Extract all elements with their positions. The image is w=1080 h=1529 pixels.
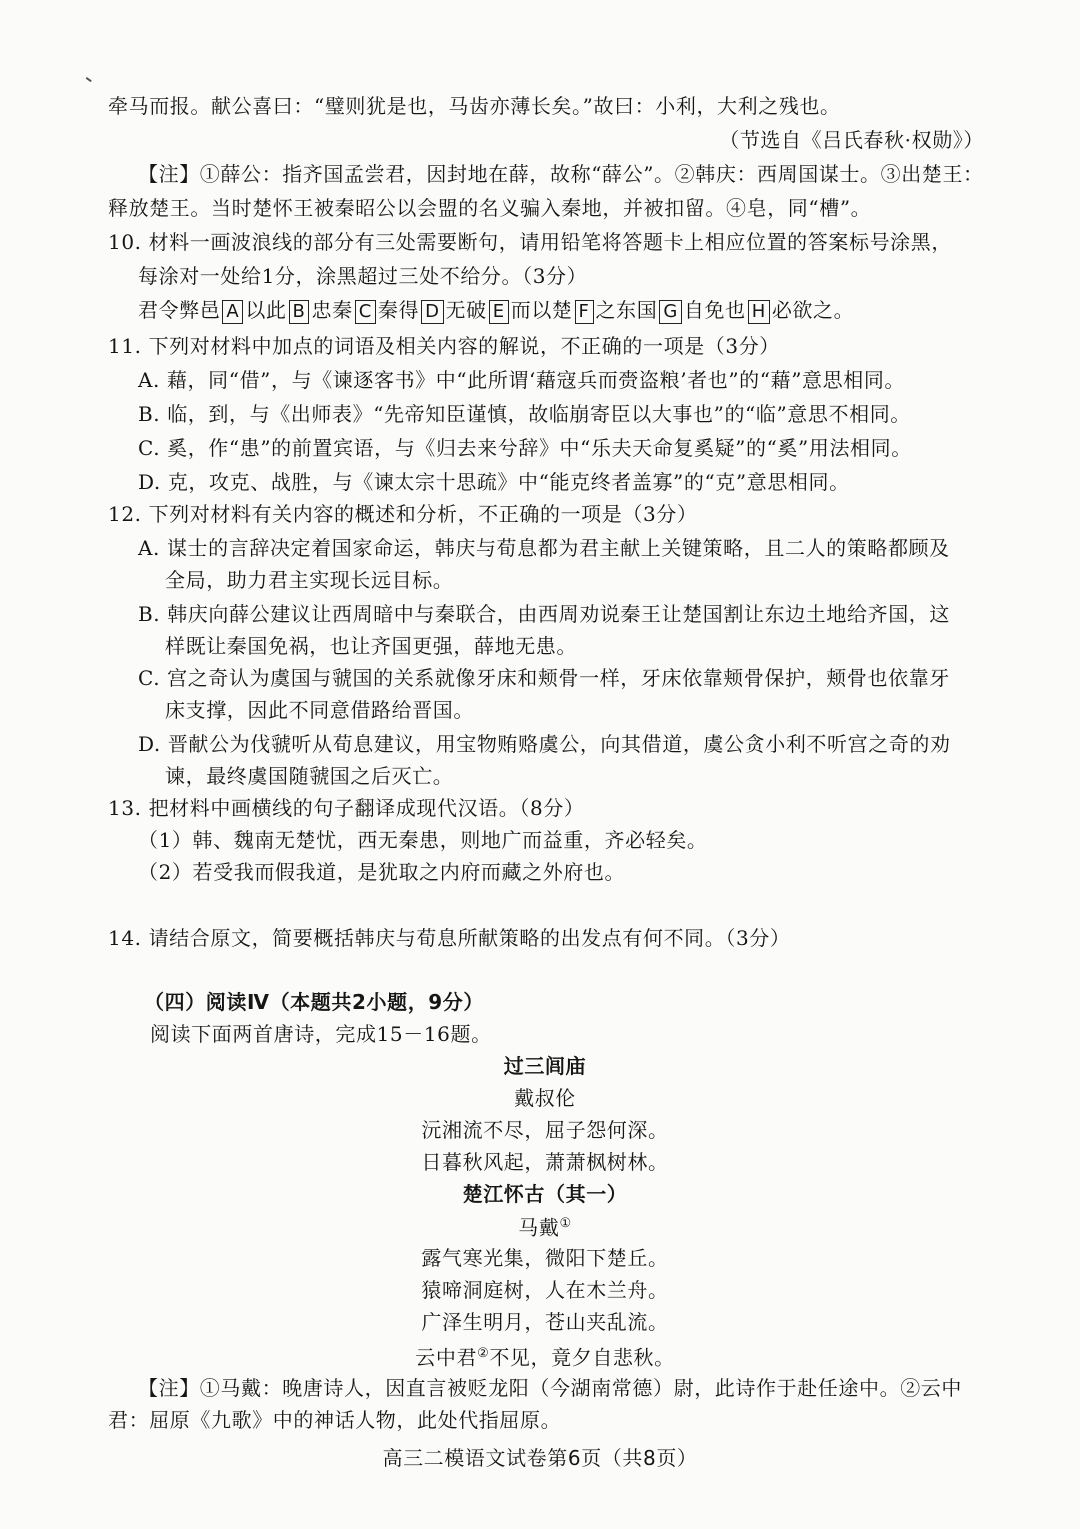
option-c-cont: 床支撑，因此不同意借路给晋国。 (165, 698, 474, 722)
sentence-1: （1）韩、魏南无楚忧，西无秦患，则地广而益重，齐必轻矣。 (138, 828, 708, 852)
poem-line: 广泽生明月，苍山夹乱流。 (421, 1310, 669, 1334)
option-b: B. 韩庆向薛公建议让西周暗中与秦联合，由西周劝说秦王让楚国割让东边土地给齐国，这 (138, 602, 951, 626)
option-a: A. 谋士的言辞决定着国家命运，韩庆与荀息都为君主献上关键策略，且二人的策略都顾及 (138, 536, 950, 560)
poem-line: 日暮秋风起，萧萧枫树林。 (421, 1150, 669, 1174)
poem-1-title: 过三闾庙 (503, 1054, 587, 1078)
note-line: 【注】①马戴：晚唐诗人，因直言被贬龙阳（今湖南常德）尉，此诗作于赴任途中。②云中 (138, 1376, 962, 1400)
footnote-marker: ① (559, 1216, 572, 1231)
question-10-text: 每涂对一处给1分，涂黑超过三处不给分。（3分） (138, 264, 588, 288)
question-12: 12. 下列对材料有关内容的概述和分析，不正确的一项是（3分） (108, 502, 698, 526)
answer-box-e[interactable]: E (489, 300, 509, 324)
author-name: 马戴 (518, 1215, 560, 1240)
answer-box-a[interactable]: A (222, 300, 243, 324)
poem-2-title: 楚江怀古（其一） (462, 1182, 628, 1206)
question-14: 14. 请结合原文，简要概括韩庆与荀息所献策略的出发点有何不同。（3分） (108, 926, 791, 950)
answer-box-d[interactable]: D (421, 300, 443, 324)
segment: 以此 (245, 298, 287, 322)
option-d-cont: 谏，最终虞国随虢国之后灭亡。 (165, 764, 454, 788)
option-a-cont: 全局，助力君主实现长远目标。 (165, 568, 454, 592)
section-heading: （四）阅读Ⅳ（本题共2小题，9分） (144, 990, 485, 1014)
poem-text: 不见，竟夕自悲秋。 (489, 1345, 675, 1370)
option-d: D. 晋献公为伐虢听从荀息建议，用宝物贿赂虞公，向其借道，虞公贪小利不听宫之奇的劝 (138, 732, 951, 756)
option-a: A. 藉，同“借”，与《谏逐客书》中“此所谓‘藉寇兵而赍盗粮’者也”的“藉”意思相同。 (138, 368, 906, 392)
segment: 而以楚 (510, 298, 573, 322)
poem-line: 露气寒光集，微阳下楚丘。 (421, 1246, 669, 1270)
page-footer: 高三二模语文试卷第6页（共8页） (382, 1446, 698, 1470)
question-13: 13. 把材料中画横线的句子翻译成现代汉语。（8分） (108, 796, 585, 820)
footnote-marker: ② (477, 1346, 490, 1361)
segment: 之东国 (595, 298, 658, 322)
option-b: B. 临，到，与《出师表》“先帝知臣谨慎，故临崩寄臣以大事也”的“临”意思不相同。 (138, 402, 911, 426)
text-line: 牵马而报。献公喜曰：“璧则犹是也，马齿亦薄长矣。”故曰：小利，大利之残也。 (108, 94, 841, 118)
segment: 忠秦 (311, 298, 353, 322)
answer-box-g[interactable]: G (659, 300, 682, 324)
poem-text: 云中君 (415, 1345, 478, 1370)
note-line: 君：屈原《九歌》中的神话人物，此处代指屈原。 (108, 1408, 562, 1432)
answer-box-c[interactable]: C (355, 300, 376, 324)
question-10: 10. 材料一画波浪线的部分有三处需要断句，请用铅笔将答题卡上相应位置的答案标号涂黑， (108, 230, 952, 254)
poem-1-author: 戴叔伦 (514, 1086, 576, 1110)
segment: 无破 (445, 298, 487, 322)
poem-line: 沅湘流不尽，屈子怨何深。 (421, 1118, 669, 1142)
punctuation-exercise (138, 296, 854, 324)
segment: 秦得 (377, 298, 420, 322)
segment: 自免也 (683, 298, 746, 322)
segment: 必欲之。 (771, 298, 855, 322)
option-c: C. 奚，作“患”的前置宾语，与《归去来兮辞》中“乐夫天命复奚疑”的“奚”用法相同。 (138, 436, 912, 460)
scan-mark (82, 77, 92, 87)
answer-box-f[interactable]: F (575, 300, 594, 324)
answer-box-h[interactable]: H (748, 300, 770, 324)
source-citation: （节选自《吕氏春秋·权勋》） (719, 128, 984, 152)
option-b-cont: 样既让秦国免祸，也让齐国更强，薛地无患。 (165, 634, 577, 658)
segment: 君令弊邑 (138, 298, 221, 322)
note-line: 【注】①薛公：指齐国孟尝君，因封地在薛，故称“薛公”。②韩庆：西周国谋士。③出楚王： (138, 162, 984, 186)
poem-line (0, 1340, 1080, 1372)
question-11: 11. 下列对材料中加点的词语及相关内容的解说，不正确的一项是（3分） (108, 334, 780, 358)
poem-2-author (0, 1210, 1080, 1242)
answer-box-b[interactable]: B (289, 300, 310, 324)
option-c: C. 宫之奇认为虞国与虢国的关系就像牙床和颊骨一样，牙床依靠颊骨保护，颊骨也依靠牙 (138, 666, 950, 690)
option-d: D. 克，攻克、战胜，与《谏太宗十思疏》中“能克终者盖寡”的“克”意思相同。 (138, 470, 850, 494)
sentence-2: （2）若受我而假我道，是犹取之内府而藏之外府也。 (138, 860, 626, 884)
note-line: 释放楚王。当时楚怀王被秦昭公以会盟的名义骗入秦地，并被扣留。④皂，同“槽”。 (108, 196, 872, 220)
section-intro: 阅读下面两首唐诗，完成15－16题。 (150, 1022, 492, 1046)
poem-line: 猿啼洞庭树，人在木兰舟。 (421, 1278, 669, 1302)
